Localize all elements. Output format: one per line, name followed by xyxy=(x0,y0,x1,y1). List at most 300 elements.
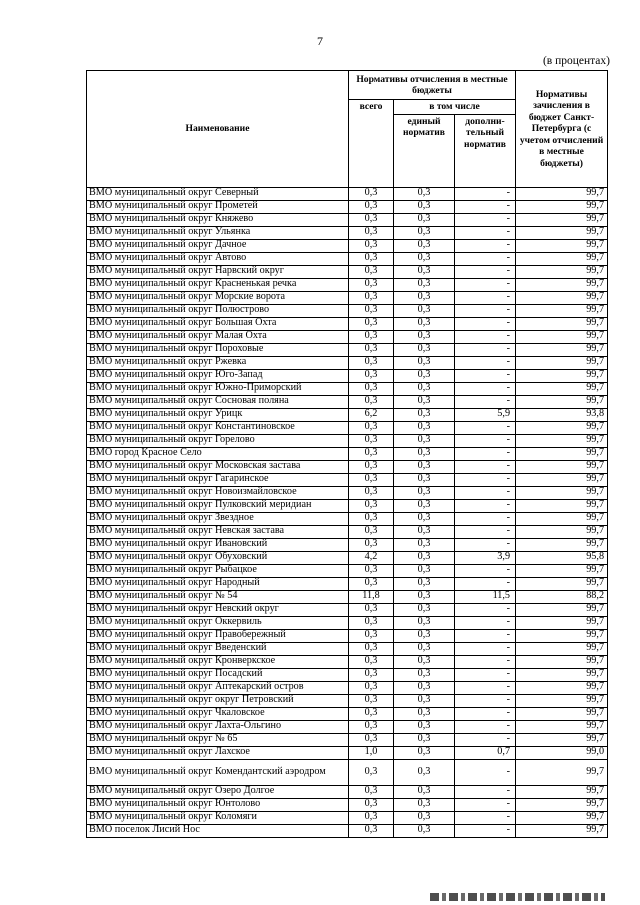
row-spb-cell: 99,7 xyxy=(516,525,608,538)
row-single-cell: 0,3 xyxy=(394,746,455,759)
row-additional-cell: - xyxy=(455,473,516,486)
table-row xyxy=(87,187,608,200)
row-single-cell: 0,3 xyxy=(394,304,455,317)
row-single-cell: 0,3 xyxy=(394,252,455,265)
row-total-cell: 0,3 xyxy=(349,343,394,356)
row-total-cell: 0,3 xyxy=(349,395,394,408)
row-additional-cell: - xyxy=(455,824,516,837)
row-total-cell: 0,3 xyxy=(349,655,394,668)
table-row xyxy=(87,564,608,577)
row-name-cell: ВМО муниципальный округ Пулковский меридиан xyxy=(87,499,349,512)
row-additional-cell: - xyxy=(455,317,516,330)
row-spb-cell: 99,7 xyxy=(516,265,608,278)
row-spb-cell: 99,7 xyxy=(516,811,608,824)
row-single-cell: 0,3 xyxy=(394,200,455,213)
row-single-cell: 0,3 xyxy=(394,447,455,460)
row-spb-cell: 99,7 xyxy=(516,447,608,460)
row-spb-cell: 99,7 xyxy=(516,187,608,200)
row-total-cell: 0,3 xyxy=(349,629,394,642)
row-name-cell: ВМО поселок Лисий Нос xyxy=(87,824,349,837)
row-additional-cell: 5,9 xyxy=(455,408,516,421)
row-single-cell: 0,3 xyxy=(394,577,455,590)
row-spb-cell: 99,7 xyxy=(516,421,608,434)
row-spb-cell: 99,7 xyxy=(516,759,608,785)
table-row xyxy=(87,551,608,564)
row-spb-cell: 99,7 xyxy=(516,473,608,486)
row-total-cell: 0,3 xyxy=(349,720,394,733)
row-spb-cell: 99,7 xyxy=(516,798,608,811)
table-row xyxy=(87,642,608,655)
row-single-cell: 0,3 xyxy=(394,382,455,395)
row-total-cell: 0,3 xyxy=(349,213,394,226)
row-additional-cell: 0,7 xyxy=(455,746,516,759)
table-row xyxy=(87,759,608,785)
row-single-cell: 0,3 xyxy=(394,317,455,330)
table-row xyxy=(87,473,608,486)
row-name-cell: ВМО муниципальный округ Дачное xyxy=(87,239,349,252)
table-row xyxy=(87,629,608,642)
row-name-cell: ВМО муниципальный округ Юго-Запад xyxy=(87,369,349,382)
table-row xyxy=(87,382,608,395)
row-additional-cell: - xyxy=(455,369,516,382)
table-row xyxy=(87,200,608,213)
row-total-cell: 0,3 xyxy=(349,577,394,590)
row-spb-cell: 99,7 xyxy=(516,317,608,330)
table-row xyxy=(87,304,608,317)
row-total-cell: 0,3 xyxy=(349,499,394,512)
row-single-cell: 0,3 xyxy=(394,473,455,486)
row-additional-cell: - xyxy=(455,629,516,642)
row-single-cell: 0,3 xyxy=(394,655,455,668)
row-total-cell: 0,3 xyxy=(349,733,394,746)
row-name-cell: ВМО муниципальный округ Ржевка xyxy=(87,356,349,369)
row-spb-cell: 99,7 xyxy=(516,655,608,668)
row-name-cell: ВМО муниципальный округ Юнтолово xyxy=(87,798,349,811)
table-row xyxy=(87,603,608,616)
row-name-cell: ВМО муниципальный округ Урицк xyxy=(87,408,349,421)
row-additional-cell: - xyxy=(455,694,516,707)
header-name: Наименование xyxy=(87,71,349,188)
row-total-cell: 0,3 xyxy=(349,278,394,291)
table-row xyxy=(87,395,608,408)
page-number: 7 xyxy=(317,34,323,48)
row-name-cell: ВМО муниципальный округ Невский округ xyxy=(87,603,349,616)
row-total-cell: 0,3 xyxy=(349,486,394,499)
row-single-cell: 0,3 xyxy=(394,798,455,811)
row-additional-cell: - xyxy=(455,798,516,811)
row-name-cell: ВМО муниципальный округ Южно-Приморский xyxy=(87,382,349,395)
row-total-cell: 0,3 xyxy=(349,434,394,447)
row-total-cell: 0,3 xyxy=(349,798,394,811)
row-total-cell: 0,3 xyxy=(349,265,394,278)
header-including: в том числе xyxy=(394,100,516,115)
row-single-cell: 0,3 xyxy=(394,486,455,499)
row-additional-cell: - xyxy=(455,486,516,499)
row-spb-cell: 99,7 xyxy=(516,668,608,681)
row-name-cell: ВМО город Красное Село xyxy=(87,447,349,460)
table-row xyxy=(87,343,608,356)
row-spb-cell: 99,7 xyxy=(516,434,608,447)
row-single-cell: 0,3 xyxy=(394,759,455,785)
table-row xyxy=(87,512,608,525)
row-total-cell: 0,3 xyxy=(349,811,394,824)
row-name-cell: ВМО муниципальный округ Гагаринское xyxy=(87,473,349,486)
row-single-cell: 0,3 xyxy=(394,265,455,278)
row-single-cell: 0,3 xyxy=(394,668,455,681)
row-name-cell: ВМО муниципальный округ Большая Охта xyxy=(87,317,349,330)
row-additional-cell: - xyxy=(455,187,516,200)
row-name-cell: ВМО муниципальный округ Сосновая поляна xyxy=(87,395,349,408)
row-single-cell: 0,3 xyxy=(394,291,455,304)
table-row xyxy=(87,616,608,629)
table-body xyxy=(87,187,608,837)
row-additional-cell: - xyxy=(455,278,516,291)
row-total-cell: 0,3 xyxy=(349,330,394,343)
row-name-cell: ВМО муниципальный округ Лахское xyxy=(87,746,349,759)
row-single-cell: 0,3 xyxy=(394,499,455,512)
row-total-cell: 0,3 xyxy=(349,317,394,330)
row-total-cell: 0,3 xyxy=(349,707,394,720)
row-single-cell: 0,3 xyxy=(394,642,455,655)
table-row xyxy=(87,785,608,798)
row-additional-cell: - xyxy=(455,642,516,655)
row-name-cell: ВМО муниципальный округ Прометей xyxy=(87,200,349,213)
row-total-cell: 0,3 xyxy=(349,694,394,707)
row-spb-cell: 99,7 xyxy=(516,681,608,694)
row-name-cell: ВМО муниципальный округ Народный xyxy=(87,577,349,590)
row-additional-cell: - xyxy=(455,252,516,265)
row-single-cell: 0,3 xyxy=(394,395,455,408)
row-single-cell: 0,3 xyxy=(394,824,455,837)
row-single-cell: 0,3 xyxy=(394,785,455,798)
row-total-cell: 0,3 xyxy=(349,187,394,200)
row-name-cell: ВМО муниципальный округ Северный xyxy=(87,187,349,200)
header-single-norm: единый норматив xyxy=(394,114,455,187)
row-single-cell: 0,3 xyxy=(394,356,455,369)
row-name-cell: ВМО муниципальный округ Московская застава xyxy=(87,460,349,473)
row-additional-cell: - xyxy=(455,512,516,525)
row-total-cell: 0,3 xyxy=(349,252,394,265)
table-row xyxy=(87,577,608,590)
row-name-cell: ВМО муниципальный округ Кронверкское xyxy=(87,655,349,668)
row-single-cell: 0,3 xyxy=(394,681,455,694)
row-name-cell: ВМО муниципальный округ Коломяги xyxy=(87,811,349,824)
row-name-cell: ВМО муниципальный округ Лахта-Ольгино xyxy=(87,720,349,733)
row-single-cell: 0,3 xyxy=(394,434,455,447)
row-name-cell: ВМО муниципальный округ Новоизмайловское xyxy=(87,486,349,499)
row-total-cell: 0,3 xyxy=(349,824,394,837)
row-single-cell: 0,3 xyxy=(394,811,455,824)
row-spb-cell: 99,7 xyxy=(516,343,608,356)
row-total-cell: 0,3 xyxy=(349,525,394,538)
row-spb-cell: 99,7 xyxy=(516,616,608,629)
row-total-cell: 0,3 xyxy=(349,681,394,694)
row-single-cell: 0,3 xyxy=(394,525,455,538)
row-name-cell: ВМО муниципальный округ Невская застава xyxy=(87,525,349,538)
row-name-cell: ВМО муниципальный округ Оккервиль xyxy=(87,616,349,629)
row-additional-cell: - xyxy=(455,655,516,668)
row-single-cell: 0,3 xyxy=(394,564,455,577)
row-spb-cell: 99,7 xyxy=(516,642,608,655)
table-row xyxy=(87,239,608,252)
table-row xyxy=(87,421,608,434)
row-total-cell: 0,3 xyxy=(349,382,394,395)
header-spb-budget: Нормативы зачисления в бюджет Санкт-Петербурга (с учетом отчислений в местные бюджеты) xyxy=(516,71,608,188)
row-spb-cell: 99,0 xyxy=(516,746,608,759)
row-spb-cell: 99,7 xyxy=(516,304,608,317)
header-additional-norm: дополни-тельный норматив xyxy=(455,114,516,187)
row-single-cell: 0,3 xyxy=(394,629,455,642)
row-name-cell: ВМО муниципальный округ Звездное xyxy=(87,512,349,525)
row-name-cell: ВМО муниципальный округ № 65 xyxy=(87,733,349,746)
table-row xyxy=(87,525,608,538)
row-additional-cell: - xyxy=(455,720,516,733)
row-single-cell: 0,3 xyxy=(394,421,455,434)
row-single-cell: 0,3 xyxy=(394,616,455,629)
row-name-cell: ВМО муниципальный округ Красненькая речка xyxy=(87,278,349,291)
row-spb-cell: 99,7 xyxy=(516,564,608,577)
row-additional-cell: - xyxy=(455,759,516,785)
row-additional-cell: - xyxy=(455,343,516,356)
row-spb-cell: 99,7 xyxy=(516,707,608,720)
row-spb-cell: 99,7 xyxy=(516,369,608,382)
table-row xyxy=(87,291,608,304)
row-additional-cell: - xyxy=(455,434,516,447)
row-single-cell: 0,3 xyxy=(394,408,455,421)
table-row xyxy=(87,824,608,837)
table-row xyxy=(87,278,608,291)
row-single-cell: 0,3 xyxy=(394,460,455,473)
row-additional-cell: - xyxy=(455,499,516,512)
row-spb-cell: 99,7 xyxy=(516,252,608,265)
row-spb-cell: 99,7 xyxy=(516,278,608,291)
row-total-cell: 0,3 xyxy=(349,369,394,382)
row-total-cell: 6,2 xyxy=(349,408,394,421)
table-row xyxy=(87,252,608,265)
row-name-cell: ВМО муниципальный округ Пороховые xyxy=(87,343,349,356)
row-additional-cell: - xyxy=(455,395,516,408)
row-spb-cell: 99,7 xyxy=(516,694,608,707)
row-total-cell: 0,3 xyxy=(349,226,394,239)
row-spb-cell: 99,7 xyxy=(516,629,608,642)
table-row xyxy=(87,369,608,382)
table-row xyxy=(87,538,608,551)
table-row xyxy=(87,746,608,759)
row-additional-cell: - xyxy=(455,291,516,304)
row-single-cell: 0,3 xyxy=(394,707,455,720)
table-row xyxy=(87,356,608,369)
row-additional-cell: - xyxy=(455,616,516,629)
row-single-cell: 0,3 xyxy=(394,512,455,525)
table-row xyxy=(87,798,608,811)
row-name-cell: ВМО муниципальный округ Нарвский округ xyxy=(87,265,349,278)
row-total-cell: 0,3 xyxy=(349,200,394,213)
table-row xyxy=(87,408,608,421)
row-total-cell: 4,2 xyxy=(349,551,394,564)
row-spb-cell: 99,7 xyxy=(516,499,608,512)
row-spb-cell: 99,7 xyxy=(516,824,608,837)
row-additional-cell: - xyxy=(455,304,516,317)
row-single-cell: 0,3 xyxy=(394,733,455,746)
table-row xyxy=(87,486,608,499)
row-single-cell: 0,3 xyxy=(394,239,455,252)
row-name-cell: ВМО муниципальный округ Комендантский аэродром xyxy=(87,759,349,785)
row-total-cell: 0,3 xyxy=(349,239,394,252)
row-additional-cell: - xyxy=(455,447,516,460)
table-row xyxy=(87,590,608,603)
row-name-cell: ВМО муниципальный округ Ульянка xyxy=(87,226,349,239)
row-additional-cell: - xyxy=(455,213,516,226)
row-total-cell: 0,3 xyxy=(349,447,394,460)
row-additional-cell: - xyxy=(455,603,516,616)
table-row xyxy=(87,226,608,239)
header-total: всего xyxy=(349,100,394,188)
row-additional-cell: - xyxy=(455,226,516,239)
row-additional-cell: 3,9 xyxy=(455,551,516,564)
row-additional-cell: - xyxy=(455,265,516,278)
row-total-cell: 0,3 xyxy=(349,304,394,317)
row-additional-cell: - xyxy=(455,811,516,824)
row-name-cell: ВМО муниципальный округ Обуховский xyxy=(87,551,349,564)
table-row xyxy=(87,720,608,733)
row-total-cell: 0,3 xyxy=(349,421,394,434)
row-total-cell: 0,3 xyxy=(349,356,394,369)
row-name-cell: ВМО муниципальный округ № 54 xyxy=(87,590,349,603)
row-total-cell: 0,3 xyxy=(349,785,394,798)
row-name-cell: ВМО муниципальный округ Константиновское xyxy=(87,421,349,434)
row-spb-cell: 99,7 xyxy=(516,213,608,226)
row-name-cell: ВМО муниципальный округ Автово xyxy=(87,252,349,265)
row-spb-cell: 99,7 xyxy=(516,200,608,213)
row-spb-cell: 99,7 xyxy=(516,330,608,343)
row-additional-cell: - xyxy=(455,668,516,681)
table-row xyxy=(87,655,608,668)
table-row xyxy=(87,707,608,720)
row-single-cell: 0,3 xyxy=(394,343,455,356)
row-spb-cell: 99,7 xyxy=(516,577,608,590)
row-name-cell: ВМО муниципальный округ Посадский xyxy=(87,668,349,681)
row-total-cell: 0,3 xyxy=(349,460,394,473)
row-spb-cell: 99,7 xyxy=(516,460,608,473)
row-single-cell: 0,3 xyxy=(394,226,455,239)
row-total-cell: 0,3 xyxy=(349,291,394,304)
row-total-cell: 0,3 xyxy=(349,642,394,655)
row-additional-cell: 11,5 xyxy=(455,590,516,603)
row-name-cell: ВМО муниципальный округ Правобережный xyxy=(87,629,349,642)
row-total-cell: 0,3 xyxy=(349,473,394,486)
row-single-cell: 0,3 xyxy=(394,213,455,226)
row-single-cell: 0,3 xyxy=(394,603,455,616)
row-additional-cell: - xyxy=(455,785,516,798)
table-row xyxy=(87,265,608,278)
row-additional-cell: - xyxy=(455,681,516,694)
row-single-cell: 0,3 xyxy=(394,187,455,200)
header-local-budgets: Нормативы отчисления в местные бюджеты xyxy=(349,71,516,100)
table-row xyxy=(87,811,608,824)
table-row xyxy=(87,460,608,473)
row-total-cell: 0,3 xyxy=(349,616,394,629)
row-spb-cell: 99,7 xyxy=(516,733,608,746)
row-name-cell: ВМО муниципальный округ Чкаловское xyxy=(87,707,349,720)
row-name-cell: ВМО муниципальный округ Полюстрово xyxy=(87,304,349,317)
row-additional-cell: - xyxy=(455,382,516,395)
row-spb-cell: 99,7 xyxy=(516,382,608,395)
row-total-cell: 0,3 xyxy=(349,512,394,525)
table-row xyxy=(87,499,608,512)
row-additional-cell: - xyxy=(455,733,516,746)
table-row xyxy=(87,447,608,460)
row-single-cell: 0,3 xyxy=(394,590,455,603)
table-row xyxy=(87,694,608,707)
row-spb-cell: 99,7 xyxy=(516,785,608,798)
row-spb-cell: 99,7 xyxy=(516,720,608,733)
row-spb-cell: 99,7 xyxy=(516,226,608,239)
row-additional-cell: - xyxy=(455,200,516,213)
row-spb-cell: 95,8 xyxy=(516,551,608,564)
row-total-cell: 0,3 xyxy=(349,564,394,577)
row-total-cell: 0,3 xyxy=(349,759,394,785)
row-name-cell: ВМО муниципальный округ Малая Охта xyxy=(87,330,349,343)
footer-barcode-stamp xyxy=(430,893,605,901)
row-spb-cell: 99,7 xyxy=(516,538,608,551)
budget-norms-table xyxy=(86,70,608,838)
row-name-cell: ВМО муниципальный округ Аптекарский остров xyxy=(87,681,349,694)
table-row xyxy=(87,434,608,447)
row-total-cell: 1,0 xyxy=(349,746,394,759)
row-additional-cell: - xyxy=(455,538,516,551)
row-spb-cell: 99,7 xyxy=(516,356,608,369)
row-additional-cell: - xyxy=(455,564,516,577)
row-name-cell: ВМО муниципальный округ Озеро Долгое xyxy=(87,785,349,798)
row-name-cell: ВМО муниципальный округ округ Петровский xyxy=(87,694,349,707)
row-additional-cell: - xyxy=(455,421,516,434)
row-spb-cell: 88,2 xyxy=(516,590,608,603)
row-name-cell: ВМО муниципальный округ Введенский xyxy=(87,642,349,655)
row-name-cell: ВМО муниципальный округ Рыбацкое xyxy=(87,564,349,577)
row-total-cell: 0,3 xyxy=(349,538,394,551)
table-row xyxy=(87,733,608,746)
row-spb-cell: 99,7 xyxy=(516,395,608,408)
row-additional-cell: - xyxy=(455,356,516,369)
row-additional-cell: - xyxy=(455,460,516,473)
row-name-cell: ВМО муниципальный округ Горелово xyxy=(87,434,349,447)
row-spb-cell: 99,7 xyxy=(516,603,608,616)
row-total-cell: 0,3 xyxy=(349,603,394,616)
table-row xyxy=(87,317,608,330)
row-additional-cell: - xyxy=(455,330,516,343)
row-additional-cell: - xyxy=(455,239,516,252)
row-total-cell: 0,3 xyxy=(349,668,394,681)
row-single-cell: 0,3 xyxy=(394,538,455,551)
row-single-cell: 0,3 xyxy=(394,330,455,343)
table-row xyxy=(87,668,608,681)
row-single-cell: 0,3 xyxy=(394,551,455,564)
row-spb-cell: 93,8 xyxy=(516,408,608,421)
table-row xyxy=(87,330,608,343)
row-single-cell: 0,3 xyxy=(394,694,455,707)
row-name-cell: ВМО муниципальный округ Княжево xyxy=(87,213,349,226)
row-spb-cell: 99,7 xyxy=(516,486,608,499)
row-single-cell: 0,3 xyxy=(394,720,455,733)
row-spb-cell: 99,7 xyxy=(516,512,608,525)
table-row xyxy=(87,213,608,226)
row-spb-cell: 99,7 xyxy=(516,291,608,304)
row-additional-cell: - xyxy=(455,525,516,538)
row-single-cell: 0,3 xyxy=(394,278,455,291)
row-spb-cell: 99,7 xyxy=(516,239,608,252)
row-total-cell: 11,8 xyxy=(349,590,394,603)
row-name-cell: ВМО муниципальный округ Ивановский xyxy=(87,538,349,551)
